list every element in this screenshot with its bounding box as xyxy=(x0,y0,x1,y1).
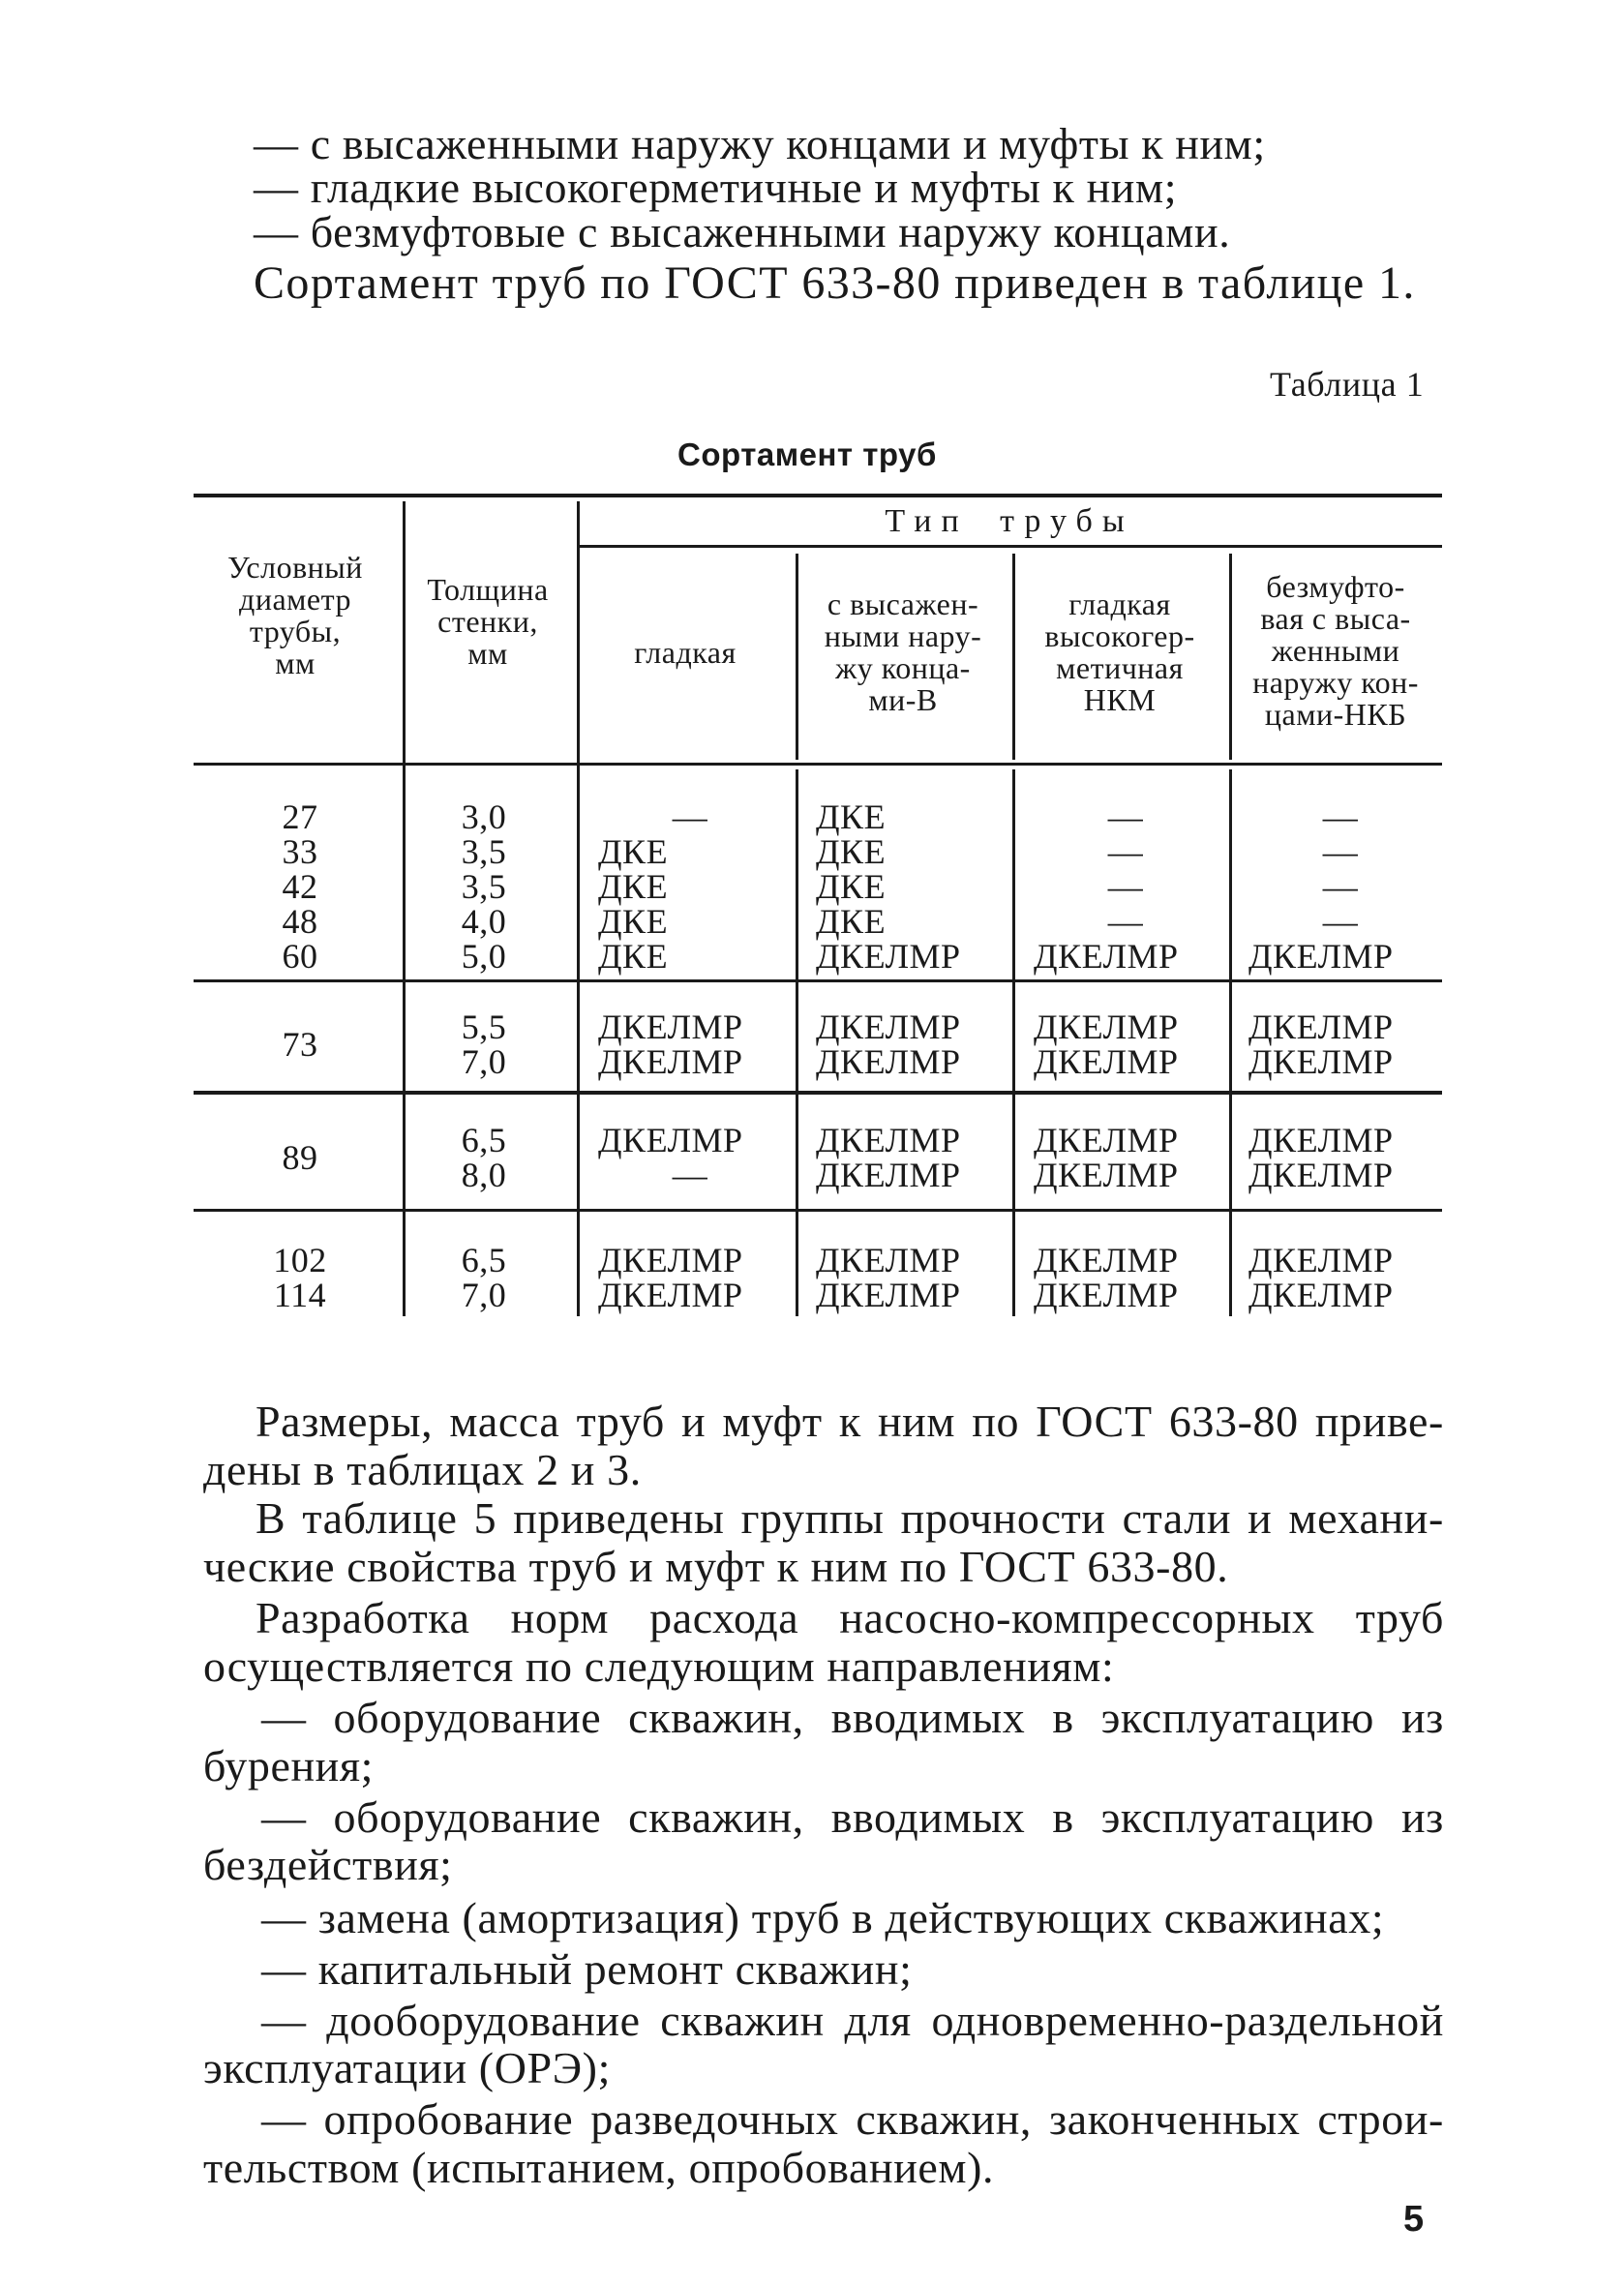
diameter-cell: 27 xyxy=(282,797,318,836)
word: по xyxy=(972,1397,1020,1446)
word: из xyxy=(1400,1693,1444,1742)
intro-item-2: — гладкие высокогерметичные и муфты к ним; xyxy=(254,163,1178,212)
group-rule-2 xyxy=(194,1091,1442,1095)
word: опробование xyxy=(323,2094,574,2144)
word: Разработка xyxy=(256,1593,470,1642)
header-line: гладкая xyxy=(634,635,737,670)
thickness-cell: 3,5 xyxy=(461,867,507,906)
diameter-cell: 48 xyxy=(282,902,318,941)
nkb-cell: ДКЕЛМР xyxy=(1248,1241,1394,1279)
word: строи- xyxy=(1317,2094,1444,2144)
list-2-line-2: бездействия; xyxy=(203,1840,453,1889)
thickness-cell: 3,0 xyxy=(461,797,507,836)
list-2-line-1 xyxy=(261,1791,1444,1843)
word: в xyxy=(1052,1693,1074,1742)
header-line: жу конца- xyxy=(835,650,971,685)
nkm-cell: — xyxy=(1107,832,1144,871)
nkb-cell: — xyxy=(1322,797,1359,836)
thickness-cell: 5,0 xyxy=(461,937,507,976)
upset-cell: ДКЕ xyxy=(816,902,887,941)
smooth-cell: ДКЕЛМР xyxy=(598,1008,743,1046)
word: и xyxy=(1248,1493,1273,1543)
nkb-cell: ДКЕЛМР xyxy=(1248,1121,1394,1159)
header-line: цами-НКБ xyxy=(1264,697,1407,732)
upset-cell: ДКЕЛМР xyxy=(816,1241,961,1279)
header-diameter xyxy=(194,552,397,679)
diameter-cell: 114 xyxy=(273,1276,327,1314)
p3-line-1 xyxy=(256,1592,1444,1643)
word: разведочных xyxy=(590,2094,839,2144)
nkb-cell: ДКЕЛМР xyxy=(1248,1042,1394,1081)
word: механи- xyxy=(1288,1493,1444,1543)
word: из xyxy=(1400,1792,1444,1842)
word: масса xyxy=(449,1397,560,1446)
thickness-cell: 8,0 xyxy=(461,1156,507,1194)
type-divider xyxy=(577,501,580,1316)
word: одновременно-раздельной xyxy=(931,1996,1444,2045)
upset-cell: ДКЕ xyxy=(816,832,887,871)
nkm-divider xyxy=(1012,769,1015,1316)
word: скважин, xyxy=(628,1792,804,1842)
smooth-cell: — xyxy=(672,797,708,836)
header-line: метичная xyxy=(1056,650,1184,685)
word: таблице xyxy=(302,1493,458,1543)
word: оборудование xyxy=(333,1693,602,1742)
word: для xyxy=(844,1996,912,2045)
list-3: — замена (амортизация) труб в действующих скважинах; xyxy=(261,1893,1385,1942)
nkb-cell: ДКЕЛМР xyxy=(1248,937,1394,976)
word: эксплуатацию xyxy=(1100,1693,1375,1742)
nkm-cell: ДКЕЛМР xyxy=(1034,1276,1179,1314)
nkm-cell: ДКЕЛМР xyxy=(1034,1121,1179,1159)
upset-cell: ДКЕ xyxy=(816,867,887,906)
group-rule-3 xyxy=(194,1209,1442,1212)
upset-cell: ДКЕЛМР xyxy=(816,937,961,976)
word: скважин, xyxy=(856,2094,1033,2144)
smooth-cell: ДКЕЛМР xyxy=(598,1276,743,1314)
header-line: наружу кон- xyxy=(1252,665,1419,700)
upset-cell: ДКЕЛМР xyxy=(816,1276,961,1314)
header-line: с высажен- xyxy=(827,587,979,621)
nkm-cell: ДКЕЛМР xyxy=(1034,937,1179,976)
intro-item-1: — с высаженными наружу концами и муфты к ним; xyxy=(254,119,1266,168)
list-1-line-2: бурения; xyxy=(203,1741,375,1790)
word: ним xyxy=(877,1397,956,1446)
thickness-cell: 6,5 xyxy=(461,1121,507,1159)
nkb-cell: — xyxy=(1322,832,1359,871)
list-4: — капитальный ремонт скважин; xyxy=(261,1944,913,1994)
header-line: Толщина xyxy=(427,572,549,607)
word: скважин xyxy=(660,1996,825,2045)
nkb-cell: — xyxy=(1322,867,1359,906)
smooth-cell: ДКЕ xyxy=(598,902,669,941)
smooth-cell: ДКЕЛМР xyxy=(598,1121,743,1159)
p2-line-1 xyxy=(256,1492,1444,1544)
list-6-line-2: тельством (испытанием, опробованием). xyxy=(203,2143,995,2192)
nkm-cell: ДКЕЛМР xyxy=(1034,1156,1179,1194)
upset-cell: ДКЕЛМР xyxy=(816,1042,961,1081)
word: В xyxy=(256,1493,286,1543)
header-line: безмуфто- xyxy=(1266,569,1405,604)
nkb-cell: — xyxy=(1322,902,1359,941)
word: вводимых xyxy=(830,1792,1026,1842)
list-5-line-1 xyxy=(261,1995,1444,2046)
word: оборудование xyxy=(333,1792,602,1842)
word: Размеры, xyxy=(256,1397,434,1446)
thickness-cell: 5,5 xyxy=(461,1008,507,1046)
word: — xyxy=(261,1693,307,1742)
header-line: НКМ xyxy=(1083,682,1157,717)
header-type-smooth xyxy=(577,637,794,669)
upset-cell: ДКЕЛМР xyxy=(816,1121,961,1159)
word: стали xyxy=(1122,1493,1232,1543)
header-line: ными нару- xyxy=(824,618,982,653)
group-rule-1 xyxy=(194,979,1442,982)
header-type-nkm xyxy=(1012,588,1227,716)
table-number: Таблица 1 xyxy=(1270,365,1425,404)
word: вводимых xyxy=(830,1693,1026,1742)
word: — xyxy=(261,2094,307,2144)
smooth-cell: — xyxy=(672,1156,708,1194)
header-line: высокогер- xyxy=(1044,618,1195,653)
header-type-nkb xyxy=(1229,571,1442,731)
diameter-cell: 89 xyxy=(282,1138,318,1177)
header-line: ми-В xyxy=(868,682,938,717)
word: насосно-компрессорных xyxy=(839,1593,1315,1642)
diameter-cell: 33 xyxy=(282,832,318,871)
upset-cell: ДКЕЛМР xyxy=(816,1156,961,1194)
word: труб xyxy=(576,1397,665,1446)
header-line: мм xyxy=(467,636,508,671)
nkm-cell: ДКЕЛМР xyxy=(1034,1241,1179,1279)
header-line: стенки, xyxy=(437,604,538,639)
upset-cell: ДКЕЛМР xyxy=(816,1008,961,1046)
header-bottom-rule xyxy=(194,763,1442,766)
nkb-cell: ДКЕЛМР xyxy=(1248,1276,1394,1314)
word: дооборудование xyxy=(326,1996,641,2045)
upset-divider xyxy=(796,769,798,1316)
list-1-line-1 xyxy=(261,1692,1444,1743)
word: прочности xyxy=(900,1493,1106,1543)
word: в xyxy=(1052,1792,1074,1842)
upset-cell: ДКЕ xyxy=(816,797,887,836)
nkm-cell: ДКЕЛМР xyxy=(1034,1042,1179,1081)
p2-line-2: ческие свойства труб и муфт к ним по ГОСТ 633-80. xyxy=(203,1542,1229,1591)
word: расхода xyxy=(649,1593,799,1642)
header-line: диаметр xyxy=(239,582,351,617)
diameter-cell: 42 xyxy=(282,867,318,906)
smooth-cell: ДКЕЛМР xyxy=(598,1241,743,1279)
word: — xyxy=(261,1792,307,1842)
word: скважин, xyxy=(628,1693,804,1742)
nkm-cell: — xyxy=(1107,902,1144,941)
nkm-cell: — xyxy=(1107,797,1144,836)
header-line: Условный xyxy=(227,550,363,585)
smooth-cell: ДКЕ xyxy=(598,867,669,906)
p3-line-2: осуществляется по следующим направлениям: xyxy=(203,1641,1115,1691)
word: норм xyxy=(510,1593,610,1642)
header-type-group: Тип трубы xyxy=(885,503,1134,539)
word: 5 xyxy=(473,1493,497,1543)
thickness-cell: 4,0 xyxy=(461,902,507,941)
header-line: вая с выса- xyxy=(1260,601,1411,636)
word: эксплуатацию xyxy=(1100,1792,1375,1842)
word: группы xyxy=(740,1493,885,1543)
word: муфт xyxy=(722,1397,823,1446)
smooth-cell: ДКЕ xyxy=(598,937,669,976)
diameter-cell: 102 xyxy=(273,1241,327,1279)
page-number: 5 xyxy=(1403,2199,1425,2240)
intro-item-3: — безмуфтовые с высаженными наружу концами. xyxy=(254,207,1231,256)
header-type-upset xyxy=(796,588,1010,716)
thickness-cell: 7,0 xyxy=(461,1042,507,1081)
diameter-cell: 60 xyxy=(282,937,318,976)
list-6-line-1 xyxy=(261,2093,1444,2145)
thickness-cell: 7,0 xyxy=(461,1276,507,1314)
type-group-rule xyxy=(577,545,1442,548)
header-line: женными xyxy=(1271,633,1400,668)
smooth-cell: ДКЕЛМР xyxy=(598,1042,743,1081)
word: законченных xyxy=(1048,2094,1301,2144)
diameter-cell: 73 xyxy=(282,1025,318,1064)
list-5-line-2: эксплуатации (ОРЭ); xyxy=(203,2043,611,2092)
table-title: Сортамент труб xyxy=(677,436,937,472)
thickness-cell: 3,5 xyxy=(461,832,507,871)
nkm-cell: — xyxy=(1107,867,1144,906)
nkb-cell: ДКЕЛМР xyxy=(1248,1156,1394,1194)
table-top-rule xyxy=(194,494,1442,497)
header-line: гладкая xyxy=(1068,587,1171,621)
header-thickness xyxy=(401,574,575,670)
word: к xyxy=(838,1397,861,1446)
word: приве- xyxy=(1314,1397,1444,1446)
nkb-divider xyxy=(1229,769,1232,1316)
smooth-cell: ДКЕ xyxy=(598,832,669,871)
p1-line-1 xyxy=(256,1396,1444,1447)
header-line: мм xyxy=(275,646,316,680)
word: — xyxy=(261,1996,307,2045)
word: ГОСТ xyxy=(1036,1397,1153,1446)
p1-line-2: дены в таблицах 2 и 3. xyxy=(203,1445,642,1494)
intro-sentence: Сортамент труб по ГОСТ 633-80 приведен в таблице 1. xyxy=(254,257,1416,309)
word: 633-80 xyxy=(1168,1397,1299,1446)
word: и xyxy=(681,1397,707,1446)
thickness-cell: 6,5 xyxy=(461,1241,507,1279)
word: труб xyxy=(1355,1593,1444,1642)
nkm-cell: ДКЕЛМР xyxy=(1034,1008,1179,1046)
nkb-cell: ДКЕЛМР xyxy=(1248,1008,1394,1046)
word: приведены xyxy=(513,1493,725,1543)
header-line: трубы, xyxy=(249,614,342,648)
